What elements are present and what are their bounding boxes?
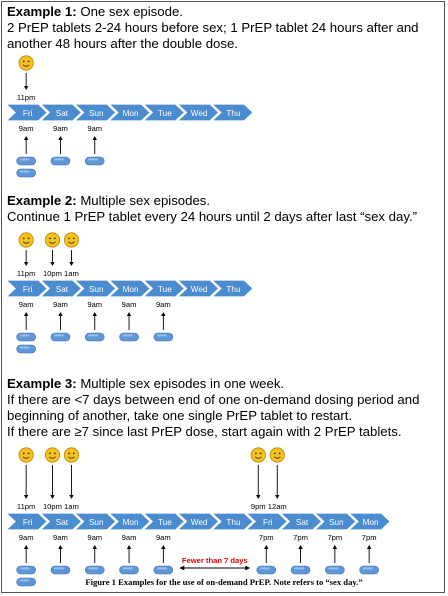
day-chevron-fri-label: Fri [262,518,273,527]
example-3-desc-line: If there are <7 days between end of one on-demand dosing period and [7,392,420,407]
dose-time-label: 9am [155,300,171,309]
pill-icon [325,566,344,574]
pill-icon [17,566,36,574]
sex-episode-smiley-icon [19,56,33,70]
dose-arrow-head [58,545,62,549]
dose-arrow-head [24,136,28,140]
dose-arrow-head [367,545,371,549]
day-chevron-wed-label: Wed [190,518,208,527]
sex-episode-smiley-icon [45,233,59,247]
sex-episode-smiley-icon [64,448,78,462]
pill-icon [85,157,104,165]
dose-arrow-head [24,545,28,549]
example-3-title: Example 3: Multiple sex episodes in one week. [7,376,285,391]
sex-time-label: 11pm [16,93,36,102]
day-chevron-mon-label: Mon [122,518,139,527]
gap-arrow-head-right [245,566,250,571]
example-1-desc-line: another 48 hours after the double dose. [7,36,238,51]
dose-arrow-head [93,312,97,316]
example-2-title: Example 2: Multiple sex episodes. [7,193,211,208]
dose-time-label: 9am [121,300,137,309]
dose-arrow-head [58,136,62,140]
sex-episode-smiley-icon [45,448,59,462]
sex-episode-smiley-icon [19,233,33,247]
sex-time-arrow-head [24,262,28,266]
dose-time-label: 9am [87,300,103,309]
sex-time-arrow-head [256,495,260,499]
dose-time-label: 9am [18,124,34,133]
day-chevron-sat-label: Sat [55,518,69,527]
pill-icon [120,566,139,574]
example-1-desc-line: 2 PrEP tablets 2-24 hours before sex; 1 PrEP tablet 24 hours after and [7,20,419,35]
day-chevron-mon-label: Mon [122,109,139,118]
sex-time-label: 1am [64,269,79,278]
pill-icon [85,333,104,341]
day-chevron-mon-label: Mon [362,518,379,527]
pill-icon [51,157,70,165]
sex-time-label: 11pm [16,269,36,278]
day-chevron-thu-label: Thu [226,285,241,294]
pill-icon [17,333,36,341]
dose-arrow-head [24,312,28,316]
gap-label: Fewer than 7 days [181,556,248,565]
pill-icon [17,169,36,177]
pill-icon [154,566,173,574]
day-chevron-sun-label: Sun [329,518,344,527]
dose-time-label: 9am [18,533,34,542]
dose-time-label: 7pm [258,533,274,542]
dose-time-label: 9am [87,533,103,542]
dose-arrow-head [93,545,97,549]
day-chevron-thu-label: Thu [226,109,241,118]
day-chevron-sun-label: Sun [88,518,104,527]
pill-icon [120,333,139,341]
day-chevron-fri-label: Fri [22,518,33,527]
pill-icon [51,333,70,341]
day-chevron-sat-label: Sat [55,109,69,118]
sex-episode-smiley-icon [19,448,33,462]
sex-time-arrow-head [50,262,54,266]
sex-time-arrow-head [275,495,279,499]
dose-time-label: 9am [53,300,68,309]
sex-episode-smiley-icon [270,448,284,462]
dose-arrow-head [264,545,268,549]
sex-time-label: 11pm [16,502,36,511]
day-chevron-mon-label: Mon [122,285,139,294]
day-chevron-sun-label: Sun [88,109,104,118]
pill-icon [51,566,70,574]
pill-icon [291,566,310,574]
sex-episode-smiley-icon [64,233,78,247]
dose-arrow-head [93,136,97,140]
dose-time-label: 9am [155,533,171,542]
day-chevron-tue-label: Tue [157,109,172,118]
sex-time-arrow-head [69,262,73,266]
dose-time-label: 7pm [361,533,377,542]
dose-arrow-head [127,545,131,549]
example-1-title: Example 1: One sex episode. [7,4,183,19]
pill-icon [154,333,173,341]
dose-time-label: 9am [53,533,68,542]
day-chevron-sat-label: Sat [295,518,309,527]
sex-episode-smiley-icon [251,448,265,462]
pill-icon [17,345,36,353]
dose-time-label: 9am [87,124,103,133]
dose-arrow-head [298,545,302,549]
sex-time-label: 12am [267,502,287,511]
day-chevron-fri-label: Fri [22,109,33,118]
sex-time-arrow-head [24,495,28,499]
dose-time-label: 9am [18,300,34,309]
day-chevron-fri-label: Fri [22,285,33,294]
day-chevron-sun-label: Sun [88,285,104,294]
day-chevron-tue-label: Tue [157,285,172,294]
pill-icon [360,566,379,574]
sex-time-label: 9pm [250,502,266,511]
sex-time-arrow-head [50,495,54,499]
dose-arrow-head [161,312,165,316]
pill-icon [257,566,276,574]
dose-time-label: 7pm [327,533,343,542]
example-2-desc-line: Continue 1 PrEP tablet every 24 hours until 2 days after last “sex day.” [7,209,418,224]
sex-time-label: 10pm [42,269,62,278]
sex-time-arrow-head [69,495,73,499]
dose-arrow-head [161,545,165,549]
sex-time-label: 10pm [42,502,62,511]
sex-time-label: 1am [64,502,79,511]
pill-icon [17,157,36,165]
dose-arrow-head [127,312,131,316]
dose-time-label: 7pm [293,533,308,542]
day-chevron-thu-label: Thu [226,518,241,527]
dose-time-label: 9am [53,124,68,133]
day-chevron-tue-label: Tue [157,518,172,527]
sex-time-arrow-head [24,86,28,90]
example-3-desc-line: beginning of another, take one single PrEP tablet to restart. [7,408,353,423]
dose-time-label: 9am [121,533,137,542]
example-3-desc-line: If there are ≥7 since last PrEP dose, start again with 2 PrEP tablets. [7,424,402,439]
pill-icon [85,566,104,574]
figure-caption: Figure 1 Examples for the use of on-demand PrEP. Note refers to “sex day.” [85,577,363,587]
day-chevron-wed-label: Wed [190,109,208,118]
gap-arrow-head-left [179,566,184,571]
day-chevron-wed-label: Wed [190,285,208,294]
dose-arrow-head [333,545,337,549]
day-chevron-sat-label: Sat [55,285,69,294]
dose-arrow-head [58,312,62,316]
